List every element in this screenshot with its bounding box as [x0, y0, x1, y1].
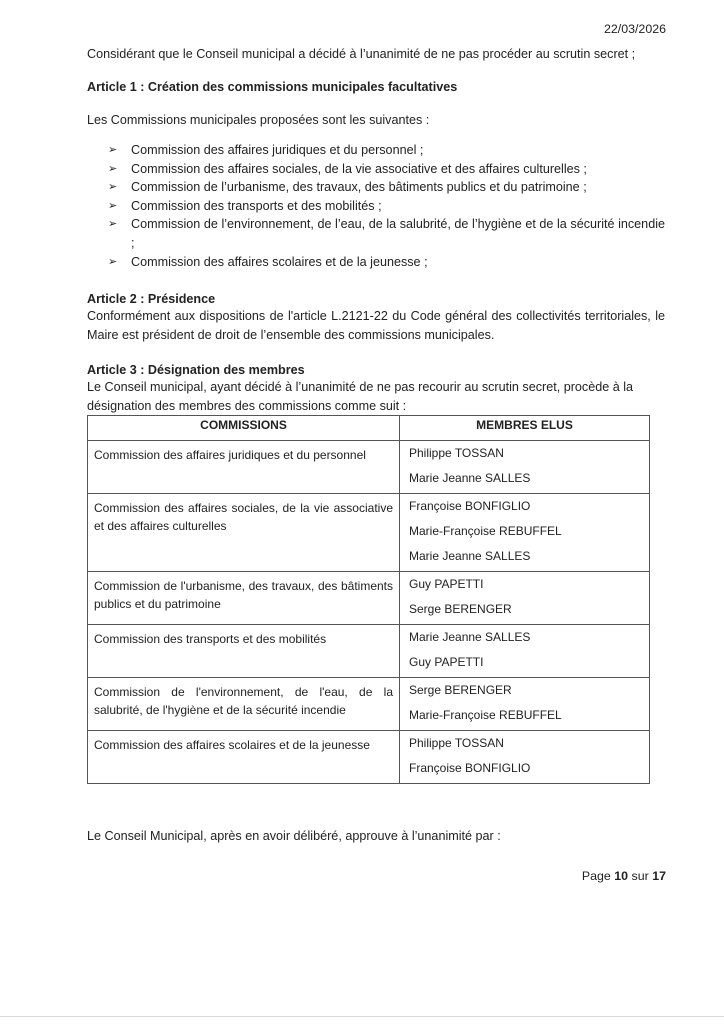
header-commissions: COMMISSIONS [88, 416, 400, 441]
list-item-text: Commission des affaires sociales, de la vie associative et des affaires culturelles ; [131, 161, 587, 176]
member-name: Guy PAPETTI [409, 577, 484, 591]
scan-edge-divider [0, 1016, 724, 1017]
member-name: Serge BERENGER [409, 683, 512, 697]
list-item-text: Commission de l’urbanisme, des travaux, des bâtiments publics et du patrimoine ; [131, 180, 587, 195]
article-3-text: Le Conseil municipal, ayant décidé à l’unanimité de ne pas recourir au scrutin secret, procède à la désignation des membres des commissions comme suit : [87, 380, 634, 413]
member-name: Marie-Françoise REBUFFEL [409, 708, 562, 722]
members-cell [400, 625, 650, 678]
intro-paragraph: Considérant que le Conseil municipal a décidé à l’unanimité de ne pas procéder au scrutin secret ; [87, 47, 636, 61]
list-item [105, 178, 665, 197]
article-1-title: Article 1 : Création des commissions municipales facultatives [87, 80, 458, 94]
members-cell [400, 678, 650, 731]
page-number [582, 869, 666, 883]
table-row [88, 572, 650, 625]
table-row [88, 441, 650, 494]
page-total: 17 [652, 869, 666, 883]
member-name: Philippe TOSSAN [409, 736, 504, 750]
member-name: Marie Jeanne SALLES [409, 471, 531, 485]
article-2-text: Conformément aux dispositions de l'article L.2121-22 du Code général des collectivités territoriales, le Maire est président de droit de l’ensemble des commissions municipales. [87, 309, 665, 342]
list-item [105, 253, 665, 272]
page-current: 10 [614, 869, 629, 883]
header-members: MEMBRES ELUS [400, 416, 650, 441]
list-item [105, 215, 665, 252]
table-row [88, 494, 650, 572]
page-word: Page [581, 869, 611, 883]
member-name: Françoise BONFIGLIO [409, 499, 531, 513]
arrow-bullet-icon: ➢ [108, 181, 118, 194]
members-table [87, 415, 650, 784]
commission-cell: Commission de l'urbanisme, des travaux, des bâtiments publics et du patrimoine [88, 572, 400, 625]
members-cell [400, 572, 650, 625]
member-name: Françoise BONFIGLIO [409, 761, 531, 775]
document-date: 22/03/2026 [603, 22, 666, 36]
member-name: Philippe TOSSAN [409, 446, 504, 460]
members-cell [400, 494, 650, 572]
list-item [105, 197, 665, 216]
list-item-text: Commission des affaires scolaires et de la jeunesse ; [131, 254, 428, 269]
list-item-text: Commission de l’environnement, de l’eau, de la salubrité, de l’hygiène et de la sécurité incendie ; [131, 217, 665, 250]
table-header-row [88, 416, 650, 441]
commission-list [105, 141, 665, 271]
list-item [105, 141, 665, 160]
article-3-title: Article 3 : Désignation des membres [87, 363, 305, 377]
arrow-bullet-icon: ➢ [108, 255, 118, 268]
conclusion-paragraph: Le Conseil Municipal, après en avoir délibéré, approuve à l’unanimité par : [87, 829, 501, 843]
commission-cell: Commission des affaires scolaires et de la jeunesse [88, 731, 400, 784]
list-item-text: Commission des affaires juridiques et du personnel ; [131, 143, 424, 157]
arrow-bullet-icon: ➢ [108, 199, 118, 212]
arrow-bullet-icon: ➢ [108, 162, 118, 175]
page-sep: sur [631, 869, 649, 883]
member-name: Marie Jeanne SALLES [409, 549, 531, 563]
member-name: Marie-Françoise REBUFFEL [409, 524, 562, 538]
member-name: Serge BERENGER [409, 602, 512, 616]
commission-cell: Commission de l'environnement, de l'eau, de la salubrité, de l'hygiène et de la sécurité incendie [88, 678, 400, 731]
table-row [88, 678, 650, 731]
arrow-bullet-icon: ➢ [108, 144, 118, 156]
member-name: Marie Jeanne SALLES [409, 630, 531, 644]
article-2-title: Article 2 : Présidence [87, 292, 216, 306]
commission-cell: Commission des affaires sociales, de la vie associative et des affaires culturelles [88, 494, 400, 572]
commission-cell: Commission des affaires juridiques et du personnel [88, 441, 400, 494]
article-1-lead: Les Commissions municipales proposées sont les suivantes : [87, 113, 430, 127]
member-name: Guy PAPETTI [409, 655, 484, 669]
list-item [105, 160, 665, 179]
members-cell [400, 441, 650, 494]
table-row [88, 731, 650, 784]
members-cell [400, 731, 650, 784]
table-row [88, 625, 650, 678]
list-item-text: Commission des transports et des mobilités ; [131, 198, 382, 213]
arrow-bullet-icon: ➢ [108, 218, 118, 231]
commission-cell: Commission des transports et des mobilités [88, 625, 400, 678]
